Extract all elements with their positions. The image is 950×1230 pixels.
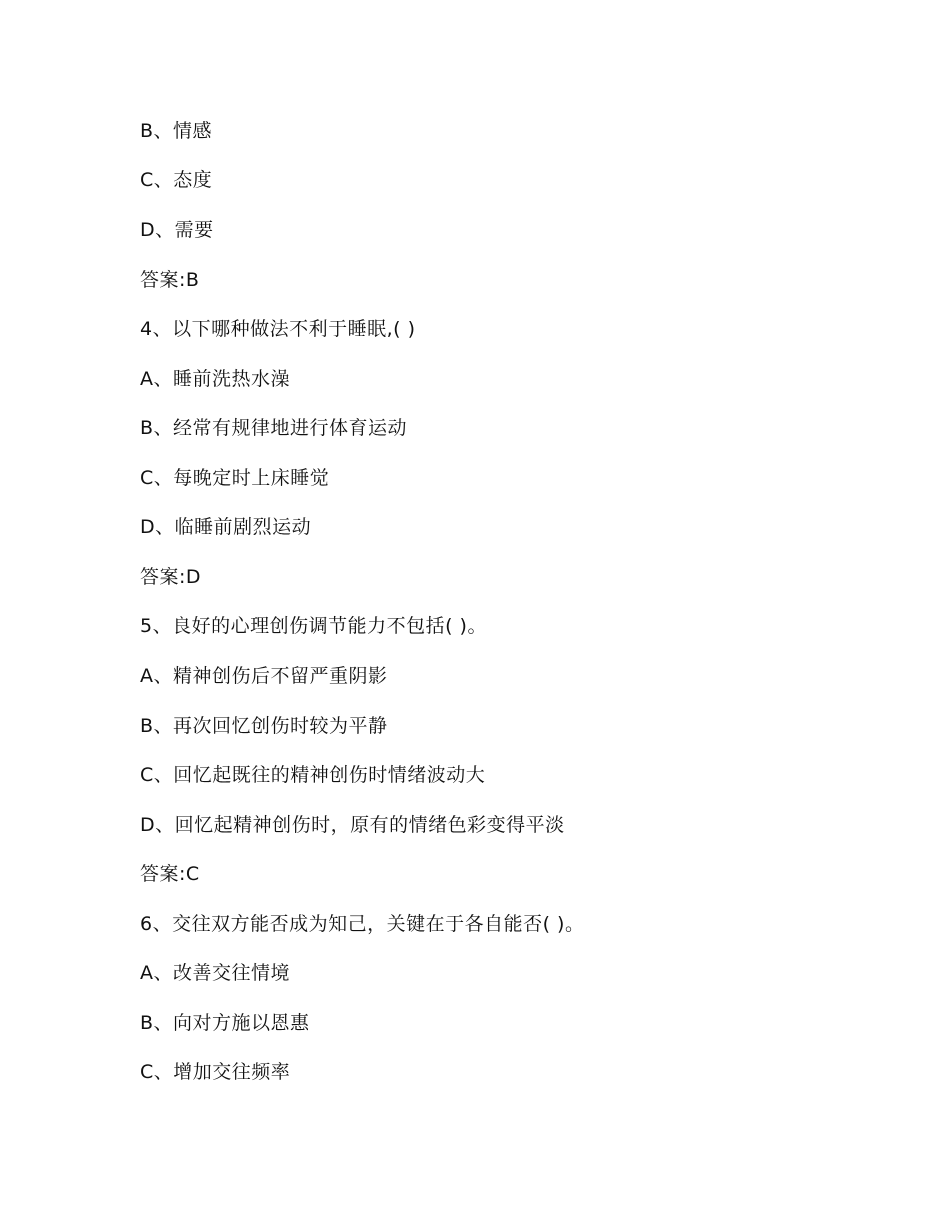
question-line: 6、交往双方能否成为知己，关键在于各自能否( )。	[140, 913, 585, 935]
answer-line: 答案:C	[140, 863, 200, 885]
option-line: A、精神创伤后不留严重阴影	[140, 665, 388, 687]
option-line: C、回忆起既往的精神创伤时情绪波动大	[140, 764, 486, 786]
option-line: B、经常有规律地进行体育运动	[140, 417, 408, 439]
option-line: D、回忆起精神创伤时，原有的情绪色彩变得平淡	[140, 814, 565, 836]
option-line: C、每晚定时上床睡觉	[140, 467, 330, 489]
answer-line: 答案:D	[140, 566, 202, 588]
option-line: B、向对方施以恩惠	[140, 1012, 310, 1034]
option-line: B、情感	[140, 120, 213, 142]
answer-line: 答案:B	[140, 269, 200, 291]
option-line: D、临睡前剧烈运动	[140, 516, 312, 538]
option-line: A、改善交往情境	[140, 962, 290, 984]
option-line: C、增加交往频率	[140, 1061, 291, 1083]
question-line: 5、良好的心理创伤调节能力不包括( )。	[140, 615, 487, 637]
option-line: A、睡前洗热水澡	[140, 368, 290, 390]
question-line: 4、以下哪种做法不利于睡眠,( )	[140, 318, 416, 340]
option-line: B、再次回忆创伤时较为平静	[140, 715, 388, 737]
option-line: C、态度	[140, 169, 213, 191]
option-line: D、需要	[140, 219, 214, 241]
